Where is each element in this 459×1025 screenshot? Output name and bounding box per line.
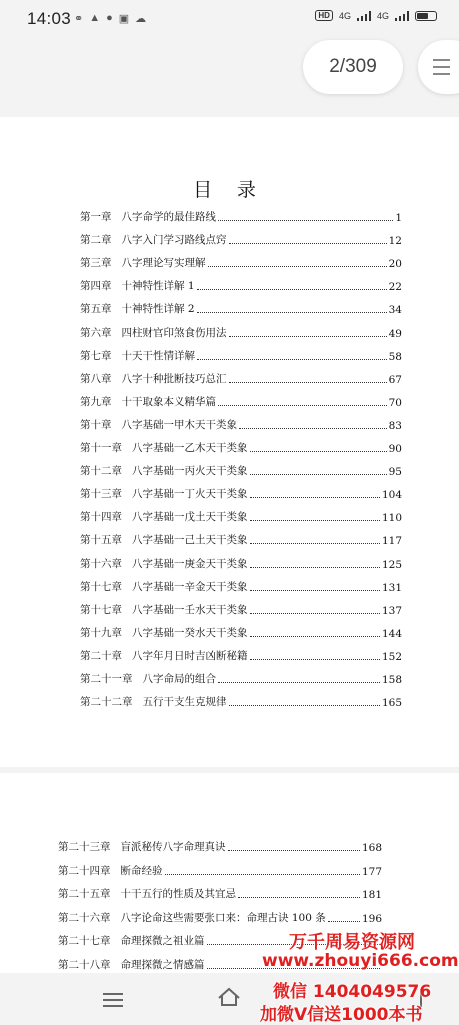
toc-entry[interactable] bbox=[58, 863, 382, 878]
toc-entry-chapter: 第二十五章 bbox=[58, 888, 111, 900]
toc-entry-chapter: 第五章 bbox=[80, 303, 112, 316]
document-page-1 bbox=[0, 117, 459, 767]
toc-entry-leader bbox=[228, 850, 360, 851]
toc-entry-leader bbox=[218, 682, 380, 683]
toc-entry-title: 十天干性情详解 bbox=[121, 349, 195, 362]
status-bar bbox=[0, 0, 459, 34]
toc-entry-chapter: 第十章 bbox=[80, 418, 112, 431]
wechat-like-icon: ⚭ bbox=[74, 13, 84, 25]
toc-entry-chapter: 第十七章 bbox=[80, 603, 122, 616]
toc-entry-leader bbox=[229, 382, 387, 383]
toc-entry-leader bbox=[239, 428, 387, 429]
toc-entry-page: 95 bbox=[388, 466, 402, 479]
toc-entry-page: 131 bbox=[381, 581, 402, 594]
toc-entry-chapter: 第十三章 bbox=[80, 488, 122, 501]
toc-entry-title: 八字年月日时吉凶断秘籍 bbox=[132, 649, 248, 662]
toc-entry-title: 八字基础一己土天干类象 bbox=[132, 534, 248, 547]
toc-entry-chapter: 第四章 bbox=[80, 280, 112, 293]
list-icon bbox=[433, 59, 450, 74]
toc-entry-title: 八字命局的组合 bbox=[142, 673, 216, 685]
toc-entry-leader bbox=[165, 874, 360, 875]
toc-entry[interactable] bbox=[80, 556, 402, 571]
toc-entry-title: 命理探微之情感篇 bbox=[120, 958, 205, 971]
toc-entry-leader bbox=[229, 705, 380, 706]
toc-entry-page: 67 bbox=[388, 373, 402, 386]
toc-entry-page: 196 bbox=[361, 912, 382, 925]
signal-icon-2 bbox=[395, 11, 409, 21]
toc-entry-page: 165 bbox=[381, 697, 402, 710]
toc-entry-page: 110 bbox=[381, 512, 402, 525]
page-indicator[interactable] bbox=[303, 40, 403, 94]
toc-entry[interactable] bbox=[80, 579, 402, 594]
toc-entry[interactable] bbox=[80, 232, 402, 247]
toc-entry-chapter: 第七章 bbox=[80, 349, 112, 362]
toc-entry-title: 十干取象本义精华篇 bbox=[121, 395, 216, 408]
toc-entry-leader bbox=[197, 312, 387, 313]
toc-entry[interactable] bbox=[80, 509, 402, 524]
hd-badge: HD bbox=[315, 10, 333, 21]
toc-entry-title: 断命经验 bbox=[120, 864, 163, 877]
toc-entry-page: 152 bbox=[381, 650, 402, 663]
toc-entry-page: 104 bbox=[381, 489, 402, 502]
toc-entry-title: 五行干支生克规律 bbox=[142, 696, 227, 709]
toc-entry-leader bbox=[229, 336, 387, 337]
toc-entry-leader bbox=[328, 921, 360, 922]
toc-entry[interactable] bbox=[80, 278, 402, 293]
toc-entry-chapter: 第十六章 bbox=[80, 557, 122, 570]
toc-entry-page: 22 bbox=[388, 281, 402, 294]
toc-entry-title: 八字命学的最佳路线 bbox=[121, 211, 216, 223]
toc-entry-chapter: 第二十四章 bbox=[58, 864, 111, 877]
toc-entry-leader bbox=[250, 659, 380, 660]
toc-entry[interactable] bbox=[80, 532, 402, 547]
toc-entry[interactable] bbox=[58, 839, 382, 854]
toc-entry-title: 十神特性详解 1 bbox=[121, 280, 195, 293]
toc-entry-page: 12 bbox=[388, 235, 402, 248]
toc-entry-page: 20 bbox=[388, 258, 402, 271]
toc-entry-leader bbox=[229, 243, 387, 244]
toc-entry-leader bbox=[197, 359, 387, 360]
toc-entry-chapter: 第二十八章 bbox=[58, 958, 111, 971]
toc-entry-title: 十神特性详解 2 bbox=[121, 303, 195, 316]
toc-entry-chapter: 第六章 bbox=[80, 326, 112, 339]
toc-entry-leader bbox=[208, 266, 387, 267]
watermark-line-1: 万千周易资源网 bbox=[289, 932, 415, 953]
toc-entry-leader bbox=[250, 567, 380, 568]
toc-entry[interactable] bbox=[80, 417, 402, 432]
notification-icons bbox=[74, 12, 146, 25]
system-icons bbox=[315, 10, 437, 21]
mountain-icon: ▲ bbox=[89, 12, 101, 24]
toc-entry[interactable] bbox=[58, 886, 382, 901]
toc-entry-leader bbox=[250, 613, 380, 614]
toc-entry-title: 八字理论写实理解 bbox=[121, 257, 206, 270]
toc-entry[interactable] bbox=[80, 602, 402, 617]
toc-entry-title: 四柱财官印煞食伤用法 bbox=[121, 326, 227, 339]
toc-entry-title: 八字基础一甲木天干类象 bbox=[121, 418, 237, 431]
toc-entry[interactable] bbox=[80, 486, 402, 501]
toc-entry-chapter: 第十四章 bbox=[80, 511, 122, 524]
watermark-line-2: www.zhouyi666.com bbox=[262, 951, 459, 971]
toc-entry-title: 八字基础一壬水天干类象 bbox=[132, 603, 248, 616]
toc-entry-page: 137 bbox=[381, 604, 402, 617]
toc-entry-page: 168 bbox=[361, 842, 382, 854]
toc-entry-chapter: 第十一章 bbox=[80, 442, 122, 454]
toc-entry-chapter: 第十二章 bbox=[80, 465, 122, 478]
toc-entry[interactable] bbox=[80, 648, 402, 663]
toc-entry[interactable] bbox=[80, 301, 402, 316]
toc-entry-chapter: 第九章 bbox=[80, 395, 112, 408]
toc-entry[interactable] bbox=[80, 209, 402, 224]
toc-entry-chapter: 第二十三章 bbox=[58, 841, 111, 853]
toc-entry-chapter: 第八章 bbox=[80, 372, 112, 385]
toc-entry-title: 八字基础一戊土天干类象 bbox=[132, 511, 248, 524]
toc-entry-page: 177 bbox=[361, 865, 382, 878]
toc-entry[interactable] bbox=[80, 694, 402, 709]
toc-entry-chapter: 第二十一章 bbox=[80, 673, 133, 685]
toc-entry-leader bbox=[250, 543, 380, 544]
toc-entry-title: 八字基础一辛金天干类象 bbox=[132, 580, 248, 593]
toc-entry-title: 盲派秘传八字命理真诀 bbox=[120, 841, 226, 853]
toc-entry-leader bbox=[250, 520, 380, 521]
toc-entry-title: 八字入门学习路线点窍 bbox=[121, 234, 227, 247]
watermark-line-4: 加微V信送1000本书 bbox=[260, 1005, 423, 1025]
chat-icon: ● bbox=[106, 12, 113, 24]
toc-title: 目 录 bbox=[193, 180, 266, 201]
watermark-line-3: 微信 1404049576 bbox=[273, 982, 432, 1002]
toc-entry-page: 144 bbox=[381, 627, 402, 640]
toc-entry-chapter: 第十七章 bbox=[80, 580, 122, 593]
toc-entry[interactable] bbox=[80, 348, 402, 363]
toc-entry-page: 1 bbox=[395, 212, 402, 224]
toc-entry-page: 70 bbox=[388, 396, 402, 409]
toc-entry-chapter: 第一章 bbox=[80, 211, 112, 223]
toc-entry[interactable] bbox=[80, 371, 402, 386]
bank-icon: ▣ bbox=[118, 13, 130, 25]
toc-entry-page: 34 bbox=[388, 304, 402, 317]
toc-entry-page: 49 bbox=[388, 327, 402, 340]
menu-icon[interactable] bbox=[103, 993, 123, 1007]
cloud-icon: ☁ bbox=[135, 13, 147, 25]
home-icon[interactable] bbox=[217, 987, 241, 1007]
status-time: 14:03 bbox=[27, 9, 72, 28]
toc-entry-title: 八字基础一丁火天干类象 bbox=[132, 488, 248, 501]
toc-entry-chapter: 第二十章 bbox=[80, 649, 122, 662]
toc-entry-leader bbox=[250, 497, 380, 498]
toc-entry-leader bbox=[250, 590, 380, 591]
toc-entry-title: 八字基础一癸水天干类象 bbox=[132, 626, 248, 639]
toc-entry-title: 八字十种批断技巧总汇 bbox=[121, 372, 227, 385]
toc-entry-title: 八字基础一乙木天干类象 bbox=[132, 442, 248, 454]
toc-entry-title: 十干五行的性质及其宜忌 bbox=[120, 888, 236, 900]
toc-entry-leader bbox=[250, 636, 380, 637]
toc-entry[interactable] bbox=[80, 255, 402, 270]
toc-entry-leader bbox=[218, 220, 393, 221]
toc-entry-page: 181 bbox=[361, 889, 382, 901]
toc-entry-leader bbox=[218, 405, 387, 406]
toc-entry[interactable] bbox=[80, 625, 402, 640]
toc-entry[interactable] bbox=[80, 325, 402, 340]
toc-entry-page: 117 bbox=[381, 535, 402, 548]
network-label-2: 4G bbox=[376, 10, 389, 21]
toc-entry[interactable] bbox=[80, 440, 402, 455]
toc-entry-title: 命理探微之祖业篇 bbox=[120, 935, 205, 947]
toc-entry-chapter: 第十五章 bbox=[80, 534, 122, 547]
toc-entry-page: 158 bbox=[381, 674, 402, 686]
toc-entry-title: 八字基础一丙火天干类象 bbox=[132, 465, 248, 478]
toc-entry-chapter: 第二十七章 bbox=[58, 935, 111, 947]
toc-entry-chapter: 第二十二章 bbox=[80, 696, 133, 709]
page-indicator-label: 2/309 bbox=[329, 56, 377, 77]
toc-entry-chapter: 第二十六章 bbox=[58, 911, 111, 924]
toc-entry-title: 八字论命这些需要张口来：命理古诀 100 条 bbox=[120, 911, 326, 924]
toc-entry-page: 90 bbox=[388, 443, 402, 455]
toc-entry-title: 八字基础一庚金天干类象 bbox=[132, 557, 248, 570]
toc-entry-leader bbox=[250, 474, 387, 475]
toc-entry-leader bbox=[250, 451, 387, 452]
toc-entry[interactable] bbox=[80, 463, 402, 478]
battery-icon bbox=[415, 11, 437, 21]
toc-entry-page: 83 bbox=[388, 419, 402, 432]
network-label-1: 4G bbox=[338, 10, 351, 21]
toc-entry[interactable] bbox=[80, 671, 402, 686]
toc-entry-leader bbox=[197, 289, 387, 290]
toc-entry-leader bbox=[238, 897, 360, 898]
toc-entry[interactable] bbox=[80, 394, 402, 409]
toc-entry-chapter: 第二章 bbox=[80, 234, 112, 247]
signal-icon bbox=[357, 11, 371, 21]
toc-entry-chapter: 第三章 bbox=[80, 257, 112, 270]
toc-entry-page: 58 bbox=[388, 350, 402, 363]
toc-entry[interactable] bbox=[58, 910, 382, 925]
toc-entry-page: 125 bbox=[381, 558, 402, 571]
toc-entry-chapter: 第十九章 bbox=[80, 626, 122, 639]
